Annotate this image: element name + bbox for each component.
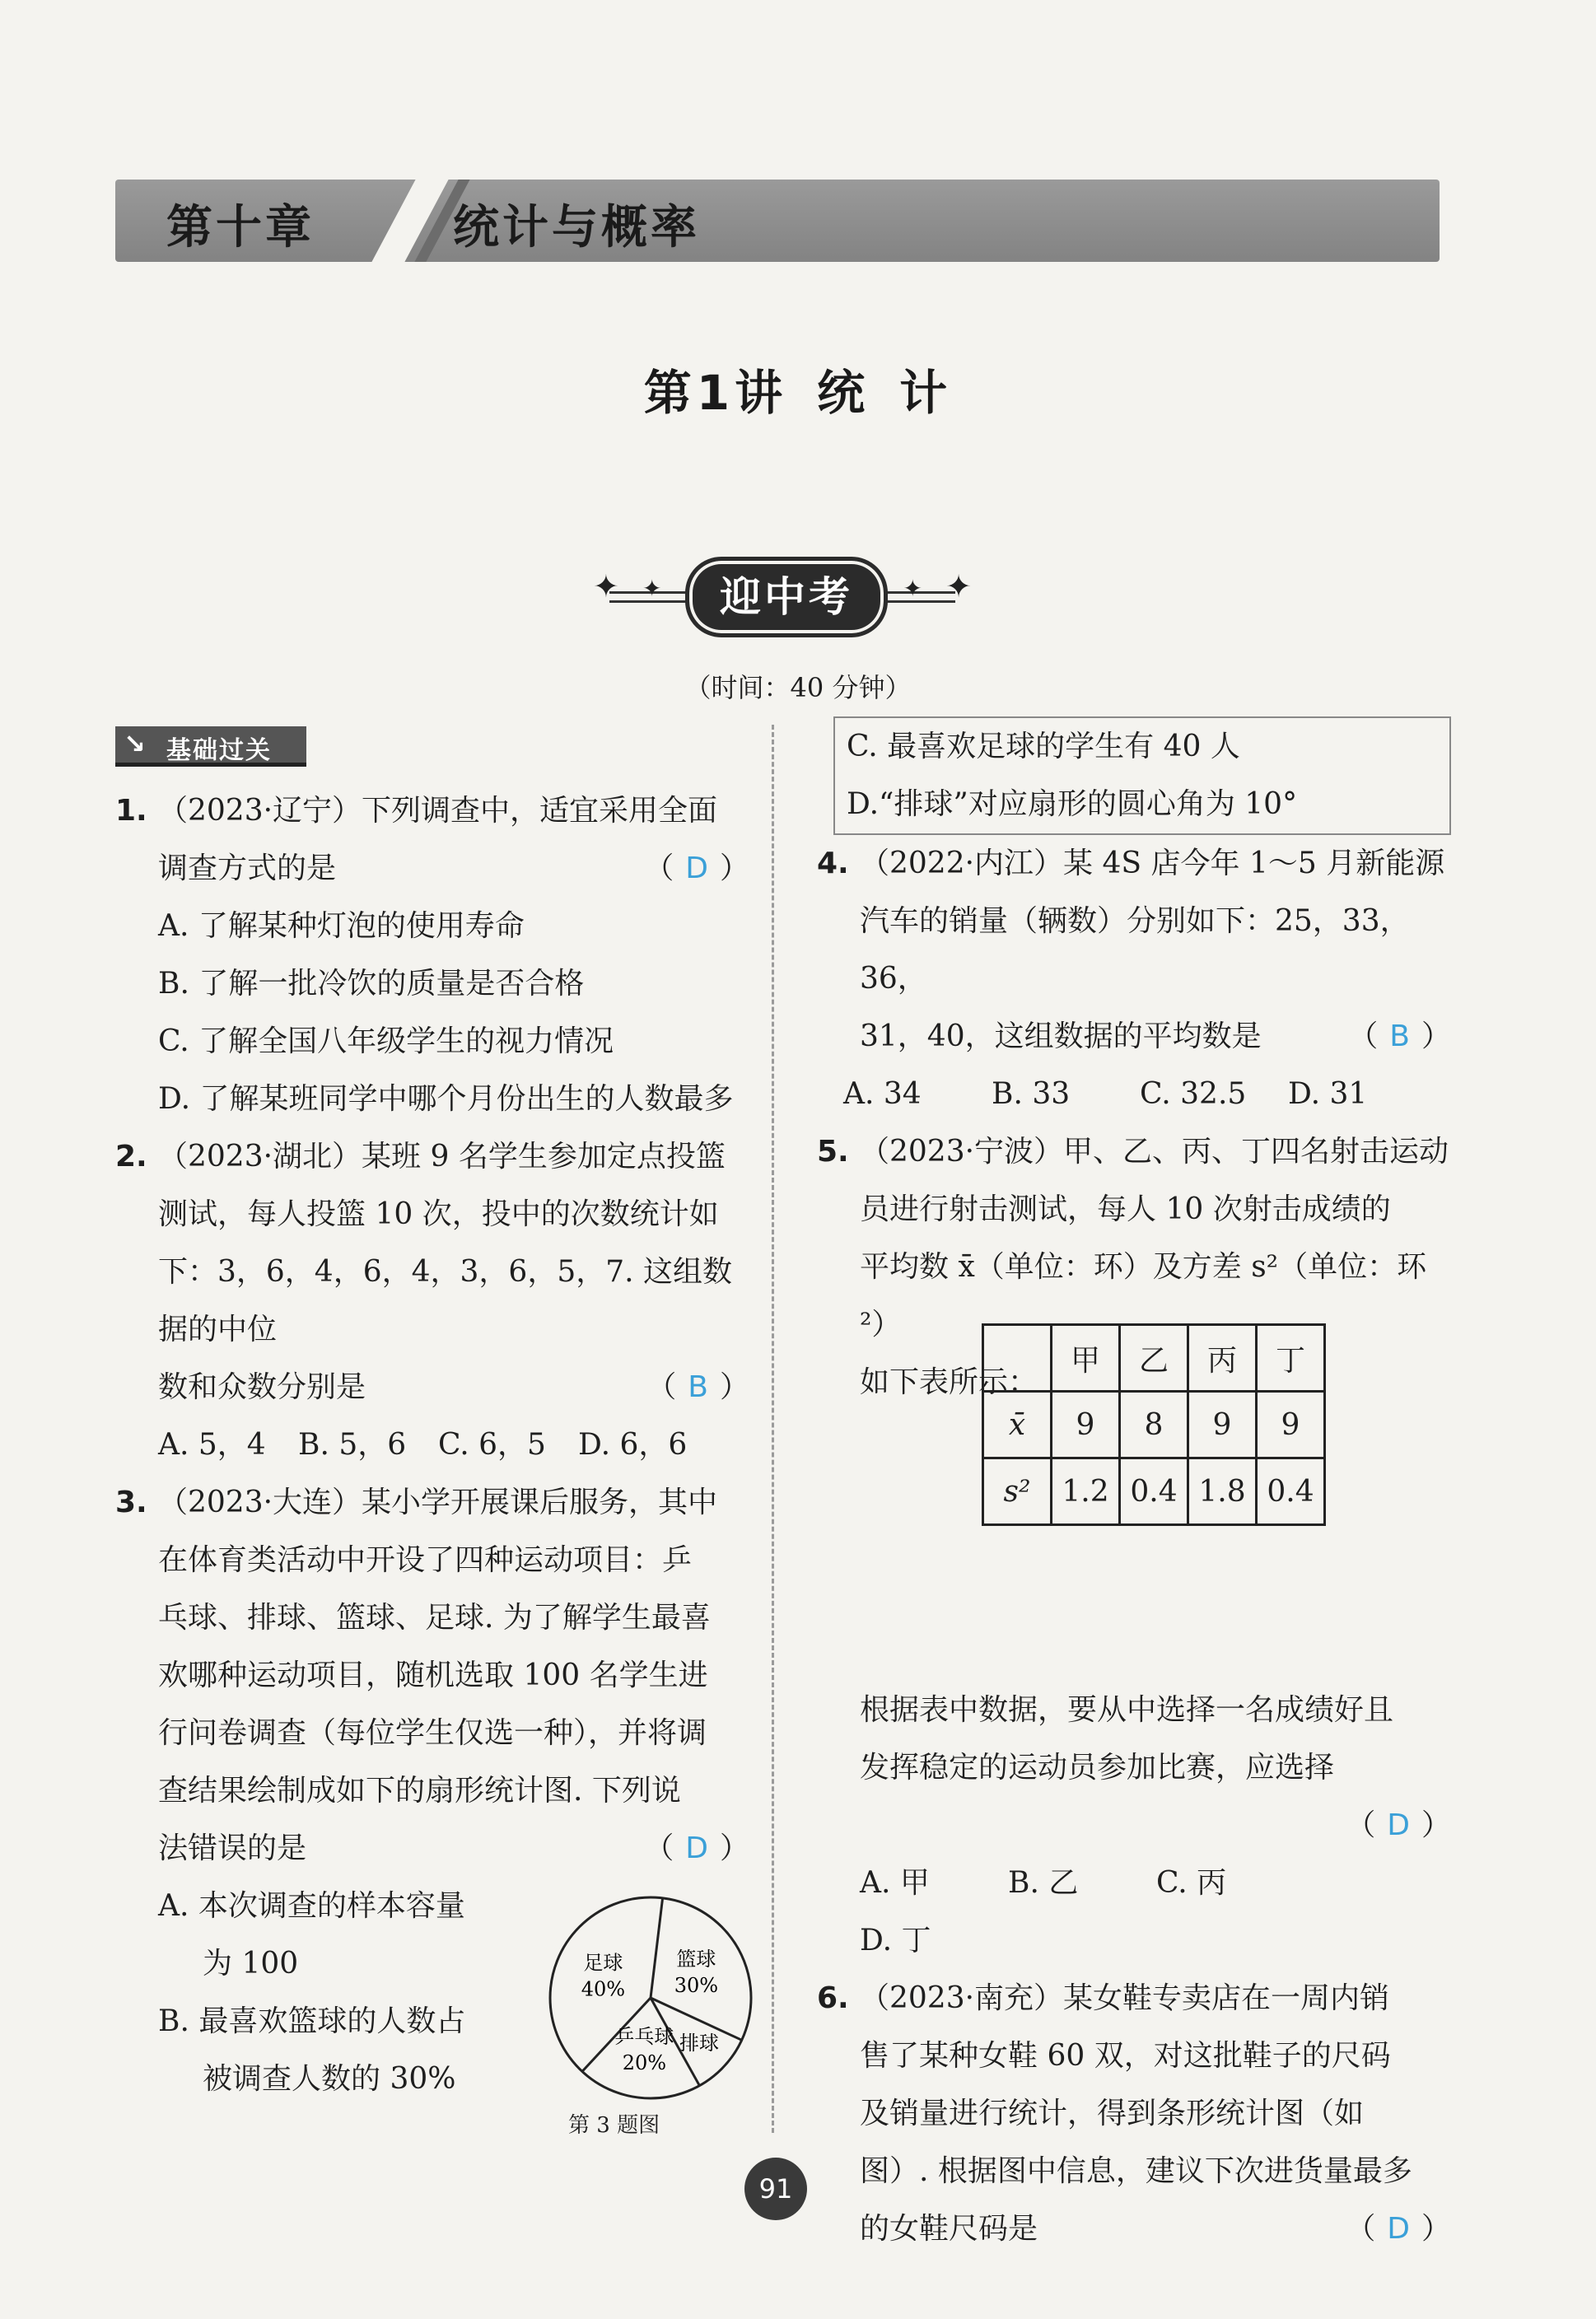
pie-slice-value: 40% bbox=[581, 1977, 626, 2001]
question-4 bbox=[817, 835, 1451, 1123]
answer-bracket: （ D ） bbox=[1346, 1808, 1451, 1842]
question-stem: （2023·宁波）甲、乙、丙、丁四名射击运动 bbox=[860, 1135, 1449, 1169]
pie-slice-label: 足球 bbox=[583, 1951, 623, 1975]
pie-slice-label: 乒乓球 bbox=[614, 2024, 674, 2048]
question-stem: 平均数 x̄（单位：环）及方差 s²（单位：环²） bbox=[860, 1250, 1427, 1341]
table-cell: 9 bbox=[1052, 1392, 1120, 1458]
option-a: A. 甲 bbox=[860, 1866, 930, 1900]
question-stem: （2023·南充）某女鞋专卖店在一周内销 bbox=[860, 1981, 1390, 2015]
question-2 bbox=[115, 1128, 749, 1474]
pie-chart bbox=[544, 1891, 758, 2105]
option-a: A. 5，4 bbox=[158, 1428, 266, 1462]
answer-bracket: （ D ） bbox=[644, 852, 749, 885]
option-d: D. 31 bbox=[1288, 1077, 1368, 1111]
question-3-continued bbox=[833, 716, 1451, 835]
lecture-word-2: 计 bbox=[899, 365, 953, 421]
badge-label: 迎中考 bbox=[685, 557, 888, 637]
pie-slice-label: 篮球 bbox=[676, 1948, 716, 1971]
answer-value: D bbox=[685, 1831, 708, 1865]
column-divider bbox=[772, 725, 774, 2133]
question-number: 6. bbox=[817, 1981, 849, 2015]
answer-value: D bbox=[1387, 2212, 1410, 2246]
question-stem: 售了某种女鞋 60 双，对这批鞋子的尺码 bbox=[860, 2039, 1391, 2073]
question-stem-line: 数和众数分别是 bbox=[158, 1370, 366, 1404]
question-number: 3. bbox=[115, 1486, 147, 1519]
options-row bbox=[158, 1416, 749, 1474]
question-stem bbox=[860, 2200, 1451, 2258]
arrow-down-right-icon: ↘ bbox=[124, 728, 146, 759]
answer-value: B bbox=[688, 1370, 708, 1404]
option-d: D. 丁 bbox=[860, 1924, 931, 1957]
pie-slice-value: 30% bbox=[674, 1974, 719, 1998]
question-stem: 查结果绘制成如下的扇形统计图. 下列说 bbox=[158, 1774, 681, 1808]
section-label: 基础过关 bbox=[166, 736, 272, 765]
time-limit: （时间：40 分钟） bbox=[684, 672, 912, 703]
answer-value: D bbox=[1387, 1808, 1410, 1842]
question-stem: 欢哪种运动项目，随机选取 100 名学生进 bbox=[158, 1659, 708, 1692]
star-icon: ✦ bbox=[903, 575, 922, 602]
option-b: B. 33 bbox=[992, 1077, 1071, 1111]
answer-bracket: （ D ） bbox=[644, 1831, 749, 1865]
question-1 bbox=[115, 782, 749, 1128]
page-number: 91 bbox=[744, 2158, 807, 2220]
question-stem: 下：3，6，4，6，4，3，6，5，7. 这组数据的中位 bbox=[158, 1255, 733, 1346]
question-stem: （2022·内江）某 4S 店今年 1～5 月新能源 bbox=[860, 847, 1445, 880]
question-stem: 员进行射击测试，每人 10 次射击成绩的 bbox=[860, 1192, 1391, 1226]
question-number: 5. bbox=[817, 1135, 849, 1169]
options-row bbox=[843, 1066, 1451, 1123]
chapter-title: 统计与概率 bbox=[453, 201, 700, 254]
stats-table bbox=[982, 1323, 1326, 1526]
question-stem: 汽车的销量（辆数）分别如下：25，33，36， bbox=[860, 904, 1410, 996]
option-c: C. 6，5 bbox=[438, 1428, 546, 1462]
question-stem-line: 法错误的是 bbox=[158, 1831, 307, 1865]
question-stem: 如下表所示： bbox=[860, 1365, 1038, 1399]
table-cell: x̄ bbox=[983, 1392, 1052, 1458]
options-row bbox=[860, 1855, 1451, 1970]
question-stem bbox=[158, 1359, 749, 1416]
question-stem: 乓球、排球、篮球、足球. 为了解学生最喜 bbox=[158, 1601, 711, 1635]
answer-value: B bbox=[1389, 1020, 1410, 1053]
table-cell: 0.4 bbox=[1257, 1458, 1325, 1525]
table-cell: 0.4 bbox=[1120, 1458, 1188, 1525]
option-c: C. 32.5 bbox=[1140, 1077, 1247, 1111]
question-stem bbox=[860, 1008, 1451, 1066]
table-cell bbox=[983, 1325, 1052, 1392]
lecture-title bbox=[0, 354, 1596, 423]
star-icon: ✦ bbox=[593, 568, 619, 604]
option-a: A. 本次调查的样本容量 bbox=[158, 1889, 465, 1923]
question-number: 4. bbox=[817, 847, 849, 880]
question-stem: 发挥稳定的运动员参加比赛，应选择 bbox=[860, 1751, 1335, 1785]
section-tag bbox=[115, 726, 306, 767]
option-a-cont: 为 100 bbox=[203, 1947, 299, 1981]
table-cell: 丁 bbox=[1257, 1325, 1325, 1392]
question-stem: 根据表中数据，要从中选择一名成绩好且 bbox=[860, 1693, 1394, 1727]
answer-bracket: （ D ） bbox=[1346, 2212, 1451, 2246]
question-stem-line: 调查方式的是 bbox=[158, 852, 337, 885]
lecture-word-1: 统 bbox=[817, 365, 870, 421]
question-number: 1. bbox=[115, 794, 147, 828]
answer-value: D bbox=[685, 852, 708, 885]
option-b: B. 5，6 bbox=[298, 1428, 407, 1462]
question-stem: 测试，每人投篮 10 次，投中的次数统计如 bbox=[158, 1197, 719, 1231]
option-a: A. 了解某种灯泡的使用寿命 bbox=[158, 909, 525, 943]
option-c: C. 最喜欢足球的学生有 40 人 bbox=[847, 730, 1240, 763]
figure-caption: 第 3 题图 bbox=[568, 2113, 660, 2138]
option-d: D. 了解某班同学中哪个月份出生的人数最多 bbox=[158, 1082, 734, 1116]
pie-slice-label: 排球 bbox=[679, 2031, 720, 2055]
option-b: B. 了解一批冷饮的质量是否合格 bbox=[158, 967, 585, 1001]
exam-badge bbox=[593, 550, 972, 641]
question-stem: （2023·辽宁）下列调查中，适宜采用全面 bbox=[158, 794, 718, 828]
table-cell: 9 bbox=[1257, 1392, 1325, 1458]
table-cell: 甲 bbox=[1052, 1325, 1120, 1392]
chapter-number: 第十章 bbox=[166, 201, 315, 254]
table-cell: 9 bbox=[1188, 1392, 1257, 1458]
table-cell: 1.8 bbox=[1188, 1458, 1257, 1525]
option-d: D. 6，6 bbox=[578, 1428, 688, 1462]
star-icon: ✦ bbox=[642, 575, 662, 602]
question-stem: 行问卷调查（每位学生仅选一种），并将调 bbox=[158, 1716, 707, 1750]
table-cell: s² bbox=[983, 1458, 1052, 1525]
question-stem: （2023·大连）某小学开展课后服务，其中 bbox=[158, 1486, 718, 1519]
table-row bbox=[983, 1458, 1325, 1525]
star-icon: ✦ bbox=[945, 568, 972, 604]
question-6 bbox=[817, 1970, 1451, 2258]
answer-bracket: （ B ） bbox=[1348, 1020, 1451, 1053]
question-stem bbox=[158, 1820, 749, 1878]
question-stem-line: 的女鞋尺码是 bbox=[860, 2212, 1038, 2246]
question-5 bbox=[817, 1123, 1451, 1970]
table-cell: 8 bbox=[1120, 1392, 1188, 1458]
question-number: 2. bbox=[115, 1140, 147, 1173]
table-cell: 乙 bbox=[1120, 1325, 1188, 1392]
question-stem-line: 31，40，这组数据的平均数是 bbox=[860, 1020, 1262, 1053]
table-cell: 丙 bbox=[1188, 1325, 1257, 1392]
question-stem: 图）. 根据图中信息，建议下次进货量最多 bbox=[860, 2154, 1412, 2188]
lecture-number: 第1讲 bbox=[643, 365, 788, 421]
table-header-row bbox=[983, 1325, 1325, 1392]
pie-chart-svg bbox=[544, 1891, 758, 2105]
answer-bracket: （ B ） bbox=[646, 1370, 749, 1404]
question-stem bbox=[158, 840, 749, 898]
option-a: A. 34 bbox=[843, 1077, 922, 1111]
option-c: C. 了解全国八年级学生的视力情况 bbox=[158, 1024, 614, 1058]
option-c: C. 丙 bbox=[1156, 1866, 1227, 1900]
question-stem: 及销量进行统计，得到条形统计图（如 bbox=[860, 2097, 1365, 2130]
option-b-cont: 被调查人数的 30% bbox=[203, 2062, 456, 2096]
chapter-banner bbox=[115, 180, 1440, 262]
question-stem: 在体育类活动中开设了四种运动项目：乒 bbox=[158, 1543, 693, 1577]
table-row bbox=[983, 1392, 1325, 1458]
score-table bbox=[982, 1323, 1326, 1526]
option-b: B. 最喜欢篮球的人数占 bbox=[158, 2004, 466, 2038]
pie-slice-value: 20% bbox=[622, 2051, 667, 2074]
question-stem: （2023·湖北）某班 9 名学生参加定点投篮 bbox=[158, 1140, 726, 1173]
table-cell: 1.2 bbox=[1052, 1458, 1120, 1525]
option-d: D.“排球”对应扇形的圆心角为 10° bbox=[847, 787, 1298, 821]
option-b: B. 乙 bbox=[1008, 1866, 1079, 1900]
